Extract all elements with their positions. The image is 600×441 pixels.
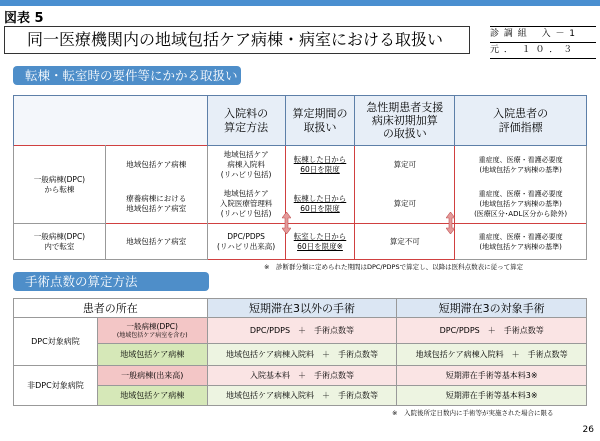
row-period: 転棟した日から 60日を限度 (293, 155, 347, 175)
location-label: 一般病棟(DPC) (126, 321, 178, 331)
footnote-transfer: ※ 診断群分類に定められた期間はDPC/PDPSで算定し、以降は医科点数表に従って算定 (264, 263, 524, 271)
surgery-table (13, 298, 587, 406)
code-line: 元 ． １ ０ ． ３ (490, 43, 596, 59)
row-period: 転室した日から 60日を限度※ (285, 224, 355, 260)
surgery-cell: 地域包括ケア病棟入院料 ＋ 手術点数等 (397, 344, 587, 366)
location-label: 地域包括ケア病棟 (97, 386, 207, 406)
row-type: 療養病棟における 地域包括ケア病室 (105, 185, 207, 224)
row-calc: 地域包括ケア 入院医療管理料 (リハビリ包括) (207, 185, 285, 224)
code-line: 診 調 組 入 － 1 (490, 26, 596, 43)
transfer-table (13, 95, 587, 260)
row-type: 地域包括ケア病室 (105, 224, 207, 260)
page-title: 同一医療機関内の地域包括ケア病棟・病室における取扱い (27, 30, 444, 49)
section-title-surgery: 手術点数の算定方法 (13, 272, 209, 291)
footnote-surgery: ※ 入院後所定日数内に手術等が実施された場合に限る (392, 409, 554, 417)
group-dpc-inward: 一般病棟(DPC) 内で転室 (14, 224, 106, 260)
page-title-box (4, 26, 470, 54)
location-label: 地域包括ケア病棟 (97, 344, 207, 366)
row-calc: DPC/PDPS (リハビリ出来高) (207, 224, 285, 260)
surgery-cell: 入院基本料 ＋ 手術点数等 (207, 366, 397, 386)
header-short-stay: 短期滞在3の対象手術 (397, 299, 587, 318)
group-dpc-hospital: DPC対象病院 (14, 318, 98, 366)
row-calc: 地域包括ケア 病棟入院料 (リハビリ包括) (207, 146, 285, 185)
page-number: 26 (582, 425, 594, 435)
row-eval: 重症度、医療・看護必要度 (地域包括ケア病棟の基準) (455, 224, 587, 260)
surgery-cell: DPC/PDPS ＋ 手術点数等 (207, 318, 397, 344)
header-evaluation: 入院患者の 評価指標 (455, 96, 587, 146)
row-type: 地域包括ケア病棟 (105, 146, 207, 185)
row-addition: 算定不可 (355, 224, 455, 260)
location-label: 一般病棟(出来高) (97, 366, 207, 386)
surgery-cell: DPC/PDPS ＋ 手術点数等 (397, 318, 587, 344)
header-location: 患者の所在 (14, 299, 208, 318)
surgery-cell: 短期滞在手術等基本料3※ (397, 366, 587, 386)
header-period: 算定期間の 取扱い (285, 96, 355, 146)
row-addition: 算定可 (355, 185, 455, 224)
surgery-cell: 地域包括ケア病棟入院料 ＋ 手術点数等 (207, 344, 397, 366)
section-title-transfer: 転棟・転室時の要件等にかかる取扱い (13, 66, 241, 85)
header-addition: 急性期患者支援 病床初期加算 の取扱い (355, 96, 455, 146)
location-cell (97, 318, 207, 344)
row-addition: 算定可 (355, 146, 455, 185)
surgery-cell: 地域包括ケア病棟入院料 ＋ 手術点数等 (207, 386, 397, 406)
document-code (490, 26, 596, 58)
row-period: 転棟した日から 60日を限度 (293, 193, 347, 213)
up-down-arrow-icon (446, 212, 455, 234)
header-non-short-stay: 短期滞在3以外の手術 (207, 299, 397, 318)
row-eval: 重症度、医療・看護必要度 (地域包括ケア病棟の基準) (医療区分･ADL区分から除外) (455, 185, 587, 224)
header-calc-method: 入院料の 算定方法 (207, 96, 285, 146)
group-dpc-transfer: 一般病棟(DPC) から転棟 (14, 146, 106, 224)
surgery-cell: 短期滞在手術等基本料3※ (397, 386, 587, 406)
location-sublabel: (地域包括ケア病室を含む) (116, 331, 188, 339)
top-accent-bar (0, 0, 600, 6)
row-eval: 重症度、医療・看護必要度 (地域包括ケア病棟の基準) (455, 146, 587, 185)
group-non-dpc-hospital: 非DPC対象病院 (14, 366, 98, 406)
figure-label: 図表 5 (4, 11, 44, 26)
up-down-arrow-icon (282, 212, 291, 234)
